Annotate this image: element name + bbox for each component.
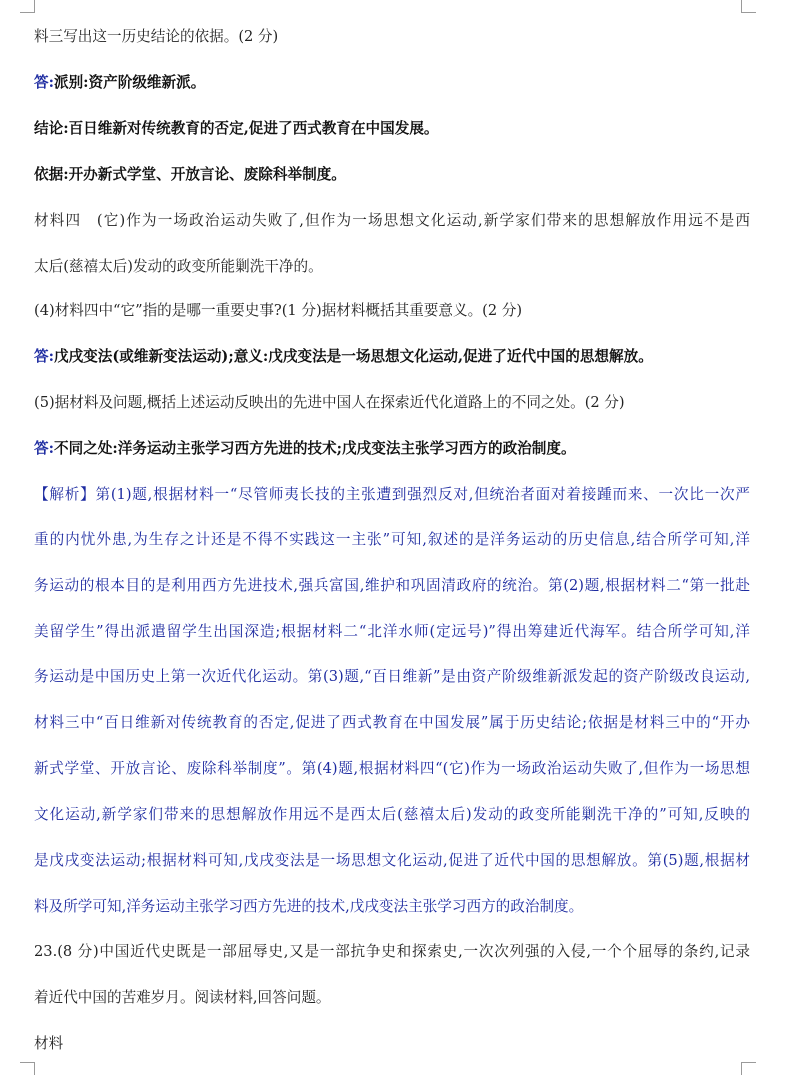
answer-4: 答:戊戌变法(或维新变法运动);意义:戊戌变法是一场思想文化运动,促进了近代中国的思想解放。 (34, 348, 653, 365)
crop-mark-bottom-right (741, 1062, 756, 1075)
analysis-line-5: 务运动是中国历史上第一次近代化运动。第(3)题,“百日维新”是由资产阶级维新派发起的资产阶级改良运动, (34, 668, 750, 685)
analysis-line-7: 新式学堂、开放言论、废除科举制度”。第(4)题,根据材料四“(它)作为一场政治运动失败了,但作为一场思想 (34, 760, 750, 777)
analysis-line-10: 料及所学可知,洋务运动主张学习西方先进的技术,戊戌变法主张学习西方的政治制度。 (34, 898, 584, 915)
material-4-line-2: 太后(慈禧太后)发动的政变所能剿洗干净的。 (34, 258, 323, 275)
analysis-line-1: 【解析】第(1)题,根据材料一“尽管师夷长技的主张遭到强烈反对,但统治者面对着接踵而来、一次比一次严 (34, 486, 750, 503)
crop-mark-bottom-left (20, 1062, 35, 1075)
question-4: (4)材料四中“它”指的是哪一重要史事?(1 分)据材料概括其重要意义。(2 分) (34, 302, 523, 319)
question-3-continuation: 料三写出这一历史结论的依据。(2 分) (34, 28, 279, 45)
crop-mark-top-left (20, 0, 35, 13)
analysis-line-6: 材料三中“百日维新对传统教育的否定,促进了西式教育在中国发展”属于历史结论;依据是材料三中的“开办 (34, 714, 750, 731)
crop-mark-top-right (741, 0, 756, 13)
question-23-line-1: 23.(8 分)中国近代史既是一部屈辱史,又是一部抗争史和探索史,一次次列强的入侵,一个个屈辱的条约,记录 (34, 943, 750, 960)
question-5: (5)据材料及问题,概括上述运动反映出的先进中国人在探索近代化道路上的不同之处。(2 分) (34, 394, 625, 411)
answer-3-conclusion: 结论:百日维新对传统教育的否定,促进了西式教育在中国发展。 (34, 120, 439, 137)
analysis-line-3: 务运动的根本目的是利用西方先进技术,强兵富国,维护和巩固清政府的统治。第(2)题,根据材料二“第一批赴 (34, 577, 750, 594)
material-heading: 材料 (34, 1035, 64, 1052)
material-4-line-1: 材料四 (它)作为一场政治运动失败了,但作为一场思想文化运动,新学家们带来的思想解放作用远不是西 (34, 212, 750, 229)
analysis-line-8: 文化运动,新学家们带来的思想解放作用远不是西太后(慈禧太后)发动的政变所能剿洗干净的”可知,反映的 (34, 806, 750, 823)
answer-3-basis: 依据:开办新式学堂、开放言论、废除科举制度。 (34, 166, 346, 183)
answer-5: 答:不同之处:洋务运动主张学习西方先进的技术;戊戌变法主张学习西方的政治制度。 (34, 440, 576, 457)
analysis-line-9: 是戊戌变法运动;根据材料可知,戊戌变法是一场思想文化运动,促进了近代中国的思想解放。第(5)题,根据材 (34, 852, 750, 869)
answer-3-faction: 答:派别:资产阶级维新派。 (34, 74, 206, 91)
analysis-line-4: 美留学生”得出派遣留学生出国深造;根据材料二“北洋水师(定远号)”得出筹建近代海军。结合所学可知,洋 (34, 623, 750, 640)
analysis-line-2: 重的内忧外患,为生存之计还是不得不实践这一主张”可知,叙述的是洋务运动的历史信息,结合所学可知,洋 (34, 531, 750, 548)
question-23-line-2: 着近代中国的苦难岁月。阅读材料,回答问题。 (34, 989, 331, 1006)
